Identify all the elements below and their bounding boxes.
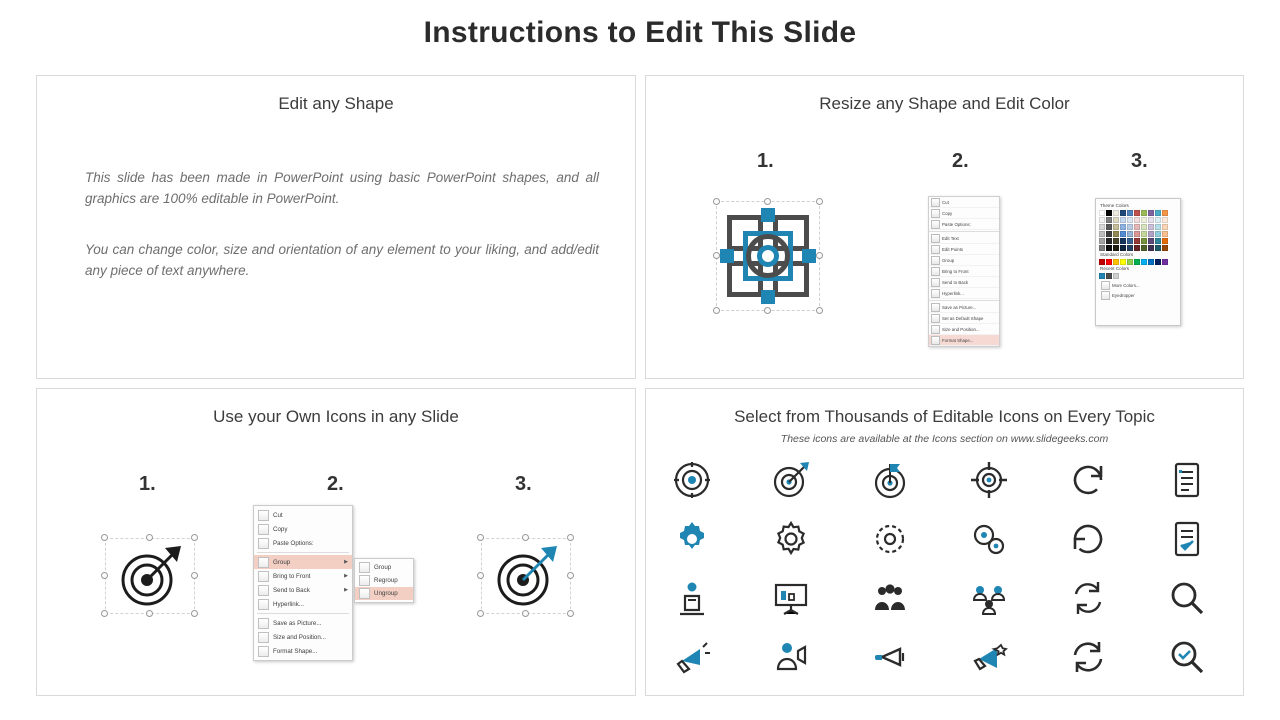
shape-context-menu[interactable] [928,196,1000,347]
theme-color-swatch[interactable] [1113,238,1119,244]
chevron-right-icon: ▶ [344,559,348,565]
theme-color-swatch[interactable] [1155,210,1161,216]
cut-icon [258,510,269,521]
paste-icon [258,538,269,549]
menu-item-label: Send to Back [942,279,969,285]
target-arrow-icon-3[interactable] [491,544,561,608]
ctx-item-format-shape[interactable] [254,644,352,658]
menu-item-copy[interactable] [929,208,999,219]
panel-title-icon-library: Select from Thousands of Editable Icons on Every Topic [734,407,1155,426]
menu-item-edit-text[interactable] [929,233,999,244]
ctx-item-save-as-picture[interactable] [254,616,352,630]
theme-color-row [1099,210,1177,216]
menu-item-hyperlink[interactable] [929,288,999,299]
menu-item-label: Paste Options: [942,221,971,227]
target-flag-icon[interactable] [870,460,910,500]
gear-dashed-icon[interactable] [870,519,910,559]
ctx-item-hyperlink[interactable] [254,597,352,611]
refresh-circle-icon[interactable] [1068,519,1108,559]
standard-color-swatch[interactable] [1127,259,1133,265]
resize-handle-n[interactable] [764,198,771,205]
group-submenu[interactable] [354,558,414,603]
edit-shape-paragraph-2: You can change color, size and orientation of any element to your liking, and add/edit any piece of text anywhere. [85,242,599,278]
menu-item-label: Group [942,257,955,263]
theme-color-swatch[interactable] [1113,231,1119,237]
icon-library-grid [668,460,1224,680]
menu-item-send-to-back[interactable] [929,277,999,288]
resize-step-number-2: 2. [952,150,969,172]
menu-item-save-as-picture[interactable] [929,302,999,313]
bring-front-icon [931,267,940,276]
standard-color-swatch[interactable] [1155,259,1161,265]
send-back-icon [931,278,940,287]
copy-icon [931,209,940,218]
theme-color-swatch[interactable] [1127,217,1133,223]
shape-tab-bottom [761,290,775,304]
theme-color-swatch[interactable] [1141,245,1147,251]
menu-item-format-shape[interactable] [929,335,999,346]
group-icon [258,557,269,568]
theme-color-swatch[interactable] [1162,238,1168,244]
theme-color-swatch[interactable] [1106,231,1112,237]
resize-handle-s[interactable] [764,307,771,314]
ctx-item-send-to-back[interactable] [254,583,352,597]
format-shape-icon [931,336,940,345]
theme-color-swatch[interactable] [1162,217,1168,223]
color-picker-panel[interactable] [1095,198,1181,326]
ctx-item-label: Copy [273,525,288,533]
menu-item-paste-options[interactable] [929,219,999,230]
theme-color-swatch[interactable] [1127,231,1133,237]
chevron-right-icon: ▶ [344,573,348,579]
team-meeting-icon[interactable] [969,578,1009,618]
own-icons-step-number-3: 3. [515,473,532,495]
ctx-item-label: Send to Back [273,586,310,594]
theme-color-row [1099,231,1177,237]
default-shape-icon [931,314,940,323]
theme-color-swatch[interactable] [1134,224,1140,230]
theme-color-swatch[interactable] [1134,217,1140,223]
own-icons-step-number-2: 2. [327,473,344,495]
standard-color-row [1099,259,1177,265]
menu-item-bring-to-front[interactable] [929,266,999,277]
edit-points-icon [931,245,940,254]
shape-tab-right [802,249,816,263]
theme-color-swatch[interactable] [1134,210,1140,216]
menu-item-edit-points[interactable] [929,244,999,255]
target-arrow-icon-1[interactable] [115,544,185,608]
gear-outline-icon[interactable] [771,519,811,559]
panel-title-own-icons: Use your Own Icons in any Slide [213,407,459,426]
target-dartboard-icon[interactable] [672,460,712,500]
theme-color-swatch[interactable] [1120,210,1126,216]
standard-color-swatch[interactable] [1113,259,1119,265]
ctx-item-paste-options[interactable] [254,536,352,550]
save-picture-icon [258,618,269,629]
icon1-handle-n[interactable] [146,534,153,541]
panel-title-resize-shape: Resize any Shape and Edit Color [819,94,1070,113]
palette-icon [1101,281,1110,290]
submenu-item-regroup[interactable] [355,574,413,587]
theme-color-swatch[interactable] [1155,238,1161,244]
icon1-handle-sw[interactable] [101,610,108,617]
theme-color-swatch[interactable] [1099,210,1105,216]
theme-color-swatch[interactable] [1099,224,1105,230]
theme-color-swatch[interactable] [1162,210,1168,216]
shape-ring-inner [757,245,779,267]
size-position-icon [931,325,940,334]
refresh-clockwise-icon[interactable] [1068,460,1108,500]
theme-color-swatch[interactable] [1099,238,1105,244]
ungroup-icon [359,588,370,599]
size-position-icon [258,632,269,643]
icon1-handle-nw[interactable] [101,534,108,541]
group-icon [931,256,940,265]
theme-color-swatch[interactable] [1099,245,1105,251]
icon3-handle-sw[interactable] [477,610,484,617]
theme-color-swatch[interactable] [1148,210,1154,216]
theme-color-swatch[interactable] [1099,231,1105,237]
person-podium-icon[interactable] [672,578,712,618]
menu-divider [929,231,999,232]
menu-item-group[interactable] [929,255,999,266]
icon1-handle-w[interactable] [101,572,108,579]
megaphone-left-icon[interactable] [870,637,910,677]
send-back-icon [258,585,269,596]
theme-color-swatch[interactable] [1148,224,1154,230]
theme-color-swatch[interactable] [1155,231,1161,237]
refresh-double-icon[interactable] [1068,637,1108,677]
theme-color-swatch[interactable] [1106,210,1112,216]
group-icon [359,562,370,573]
theme-color-swatch[interactable] [1099,217,1105,223]
own-icons-step-number-1: 1. [139,473,156,495]
recent-color-swatch[interactable] [1113,273,1119,279]
menu-item-label: Edit Text [942,235,959,241]
theme-color-swatch[interactable] [1155,224,1161,230]
menu-item-label: Format Shape... [942,337,974,343]
theme-color-swatch[interactable] [1120,217,1126,223]
ctx-item-label: Size and Position... [273,633,326,641]
menu-item-size-and-position[interactable] [929,324,999,335]
theme-color-swatch[interactable] [1162,224,1168,230]
standard-colors-grid[interactable] [1099,259,1177,265]
standard-color-swatch[interactable] [1120,259,1126,265]
icon3-handle-w[interactable] [477,572,484,579]
menu-item-label: Bring to Front [942,268,969,274]
theme-color-row [1099,217,1177,223]
group-people-icon[interactable] [870,578,910,618]
theme-color-swatch[interactable] [1127,210,1133,216]
theme-color-swatch[interactable] [1127,245,1133,251]
ctx-item-label: Save as Picture... [273,619,322,627]
panel-edit-shape [36,75,636,379]
gears-pair-icon[interactable] [969,519,1009,559]
shape-tab-left [720,249,734,263]
theme-color-swatch[interactable] [1155,217,1161,223]
menu-item-label: Copy [942,210,953,216]
selected-shape-graphic[interactable] [713,198,823,314]
megaphone-up-icon[interactable] [672,637,712,677]
theme-color-swatch[interactable] [1162,231,1168,237]
submenu-item-label: Group [374,564,392,571]
ctx-divider [257,552,349,553]
theme-color-swatch[interactable] [1120,238,1126,244]
theme-color-swatch[interactable] [1113,217,1119,223]
ctx-item-label: Paste Options: [273,539,314,547]
more-colors-item[interactable] [1099,280,1177,290]
more-colors-label: More Colors... [1112,282,1140,288]
regroup-icon [359,575,370,586]
menu-item-label: Set as Default Shape [942,315,984,321]
ctx-item-label: Group [273,558,291,566]
theme-color-swatch[interactable] [1141,217,1147,223]
target-arrow-icon[interactable] [771,460,811,500]
ctx-item-label: Bring to Front [273,572,311,580]
gear-filled-icon[interactable] [672,519,712,559]
bring-front-icon [258,571,269,582]
theme-color-swatch[interactable] [1141,210,1147,216]
theme-color-swatch[interactable] [1113,224,1119,230]
edit-shape-paragraph-1: This slide has been made in PowerPoint using basic PowerPoint shapes, and all graphics are 100% editable in PowerPoint. [85,170,599,206]
recent-colors-grid[interactable] [1099,273,1177,279]
theme-color-swatch[interactable] [1120,231,1126,237]
resize-handle-se[interactable] [816,307,823,314]
menu-item-label: Save as Picture... [942,304,977,310]
presentation-board-icon[interactable] [771,578,811,618]
theme-color-row [1099,238,1177,244]
theme-color-swatch[interactable] [1120,245,1126,251]
resize-step-number-3: 3. [1131,150,1148,172]
standard-color-swatch[interactable] [1148,259,1154,265]
ctx-item-copy[interactable] [254,522,352,536]
theme-color-swatch[interactable] [1148,245,1154,251]
document-check-icon[interactable] [1167,519,1207,559]
theme-color-swatch[interactable] [1141,231,1147,237]
icon1-handle-s[interactable] [146,610,153,617]
standard-color-swatch[interactable] [1134,259,1140,265]
theme-color-swatch[interactable] [1106,245,1112,251]
eyedropper-label: Eyedropper [1112,292,1135,298]
submenu-item-label: Regroup [374,577,398,584]
eyedropper-item[interactable] [1099,290,1177,300]
theme-color-swatch[interactable] [1127,238,1133,244]
resize-step-number-1: 1. [757,150,774,172]
theme-color-swatch[interactable] [1155,245,1161,251]
ctx-item-group[interactable] [254,555,352,569]
theme-color-swatch[interactable] [1148,217,1154,223]
icon3-handle-n[interactable] [522,534,529,541]
resize-handle-ne[interactable] [816,198,823,205]
resize-handle-w[interactable] [713,252,720,259]
theme-color-row [1099,224,1177,230]
resize-handle-sw[interactable] [713,307,720,314]
chevron-right-icon: ▶ [344,587,348,593]
recent-color-swatch[interactable] [1099,273,1105,279]
theme-color-swatch[interactable] [1134,245,1140,251]
submenu-item-label: Ungroup [374,590,398,597]
ctx-item-label: Cut [273,511,283,519]
menu-item-label: Cut [942,199,949,205]
hyperlink-icon [258,599,269,610]
format-shape-icon [258,646,269,657]
ctx-item-size-and-position[interactable] [254,630,352,644]
shape-tab-top [761,208,775,222]
icon1-handle-ne[interactable] [191,534,198,541]
recent-color-row [1099,273,1177,279]
theme-color-swatch[interactable] [1120,224,1126,230]
standard-colors-label: Standard Colors [1100,252,1134,257]
ctx-item-cut[interactable] [254,508,352,522]
icon3-handle-nw[interactable] [477,534,484,541]
theme-color-swatch[interactable] [1141,224,1147,230]
standard-color-swatch[interactable] [1141,259,1147,265]
menu-item-label: Edit Points [942,246,963,252]
icon-library-subtitle: These icons are available at the Icons section on www.slidegeeks.com [780,433,1109,445]
icon3-handle-s[interactable] [522,610,529,617]
hyperlink-icon [931,289,940,298]
menu-divider [929,300,999,301]
menu-item-label: Size and Position... [942,326,980,332]
theme-color-swatch[interactable] [1141,238,1147,244]
megaphone-star-icon[interactable] [969,637,1009,677]
theme-color-swatch[interactable] [1162,245,1168,251]
edit-text-icon [931,234,940,243]
theme-color-swatch[interactable] [1148,238,1154,244]
page-title: Instructions to Edit This Slide [423,16,857,49]
theme-color-swatch[interactable] [1106,217,1112,223]
ctx-item-label: Hyperlink... [273,600,304,608]
icon3-handle-se[interactable] [567,610,574,617]
icon-context-menu[interactable] [253,505,398,661]
resize-handle-e[interactable] [816,252,823,259]
recent-colors-label: Recent Colors [1100,266,1130,271]
cut-icon [931,198,940,207]
save-picture-icon [931,303,940,312]
theme-color-swatch[interactable] [1134,238,1140,244]
panel-title-edit-shape: Edit any Shape [278,94,394,113]
eyedropper-icon [1101,291,1110,300]
theme-color-swatch[interactable] [1134,231,1140,237]
magnifier-icon[interactable] [1167,578,1207,618]
standard-color-swatch[interactable] [1099,259,1105,265]
magnifier-check-icon[interactable] [1167,637,1207,677]
theme-color-swatch[interactable] [1113,210,1119,216]
sync-arrows-icon[interactable] [1068,578,1108,618]
icon3-handle-ne[interactable] [567,534,574,541]
icon3-handle-e[interactable] [567,572,574,579]
theme-color-row [1099,245,1177,251]
ctx-item-label: Format Shape... [273,647,318,655]
menu-item-set-default-shape[interactable] [929,313,999,324]
ctx-item-bring-to-front[interactable] [254,569,352,583]
icon1-handle-se[interactable] [191,610,198,617]
theme-colors-grid[interactable] [1099,210,1177,251]
recent-color-swatch[interactable] [1106,273,1112,279]
resize-handle-nw[interactable] [713,198,720,205]
theme-colors-label: Theme Colors [1100,203,1129,208]
theme-color-swatch[interactable] [1113,245,1119,251]
document-list-icon[interactable] [1167,460,1207,500]
person-speaker-icon[interactable] [771,637,811,677]
menu-item-cut[interactable] [929,197,999,208]
copy-icon [258,524,269,535]
theme-color-swatch[interactable] [1106,238,1112,244]
submenu-item-group[interactable] [355,561,413,574]
standard-color-swatch[interactable] [1106,259,1112,265]
icon1-handle-e[interactable] [191,572,198,579]
ctx-divider [257,613,349,614]
paste-icon [931,220,940,229]
theme-color-swatch[interactable] [1106,224,1112,230]
menu-item-label: Hyperlink... [942,290,964,296]
submenu-item-ungroup[interactable] [355,587,413,600]
crosshair-icon[interactable] [969,460,1009,500]
standard-color-swatch[interactable] [1162,259,1168,265]
theme-color-swatch[interactable] [1148,231,1154,237]
theme-color-swatch[interactable] [1127,224,1133,230]
